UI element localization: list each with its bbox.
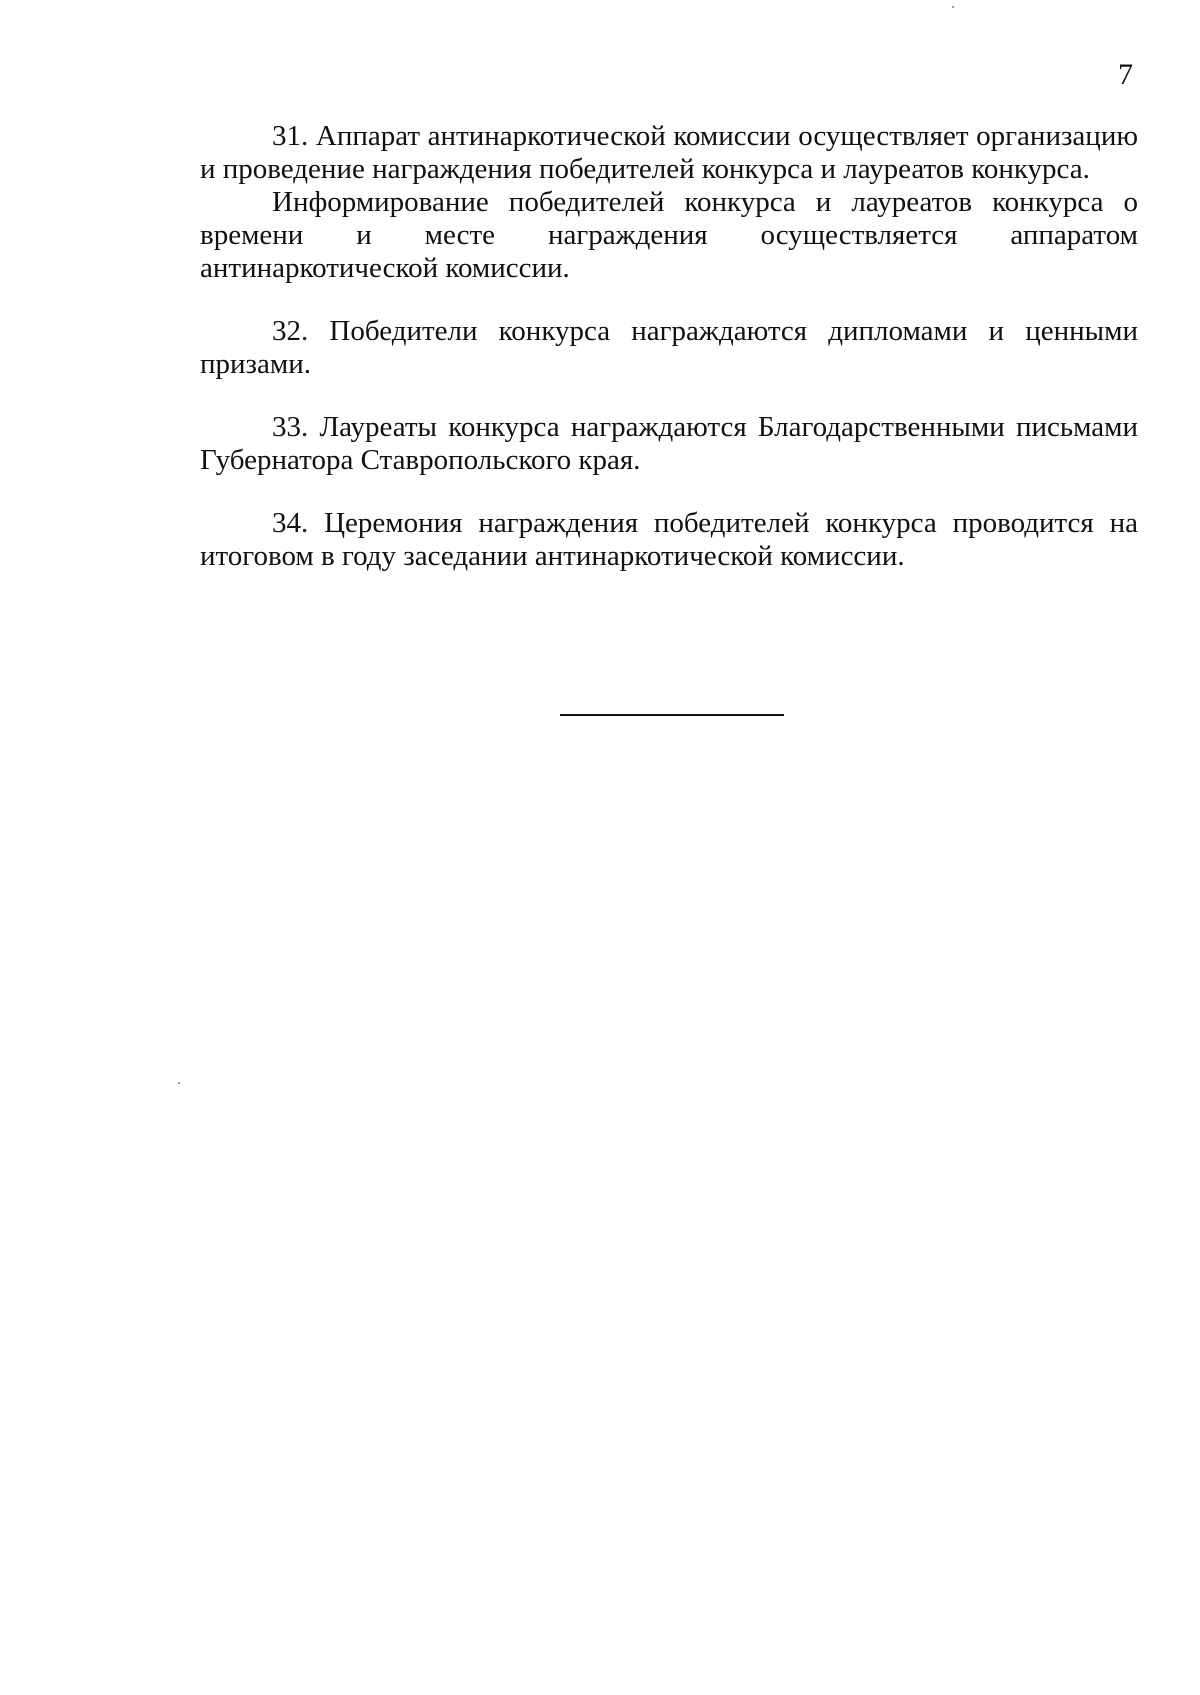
scan-speck (952, 6, 954, 8)
paragraph-32: 32. Победители конкурса награждаются дипломами и ценными призами. (200, 315, 1138, 380)
paragraph-31-continuation: Информирование победителей конкурса и лауреатов конкурса о времени и месте награждения осуществляется аппаратом антинаркотической комиссии. (200, 186, 1138, 284)
document-body (200, 120, 1138, 573)
end-separator-line (560, 714, 784, 716)
scan-speck (178, 1082, 180, 1084)
paragraph-33: 33. Лауреаты конкурса награждаются Благодарственными письмами Губернатора Ставропольского края. (200, 411, 1138, 476)
paragraph-34: 34. Церемония награждения победителей конкурса проводится на итоговом в году заседании антинаркотической комиссии. (200, 507, 1138, 572)
paragraph-31: 31. Аппарат антинаркотической комиссии осуществляет организацию и проведение награждения победителей конкурса и лауреатов конкурса. (200, 120, 1138, 185)
page-number: 7 (1118, 58, 1133, 91)
